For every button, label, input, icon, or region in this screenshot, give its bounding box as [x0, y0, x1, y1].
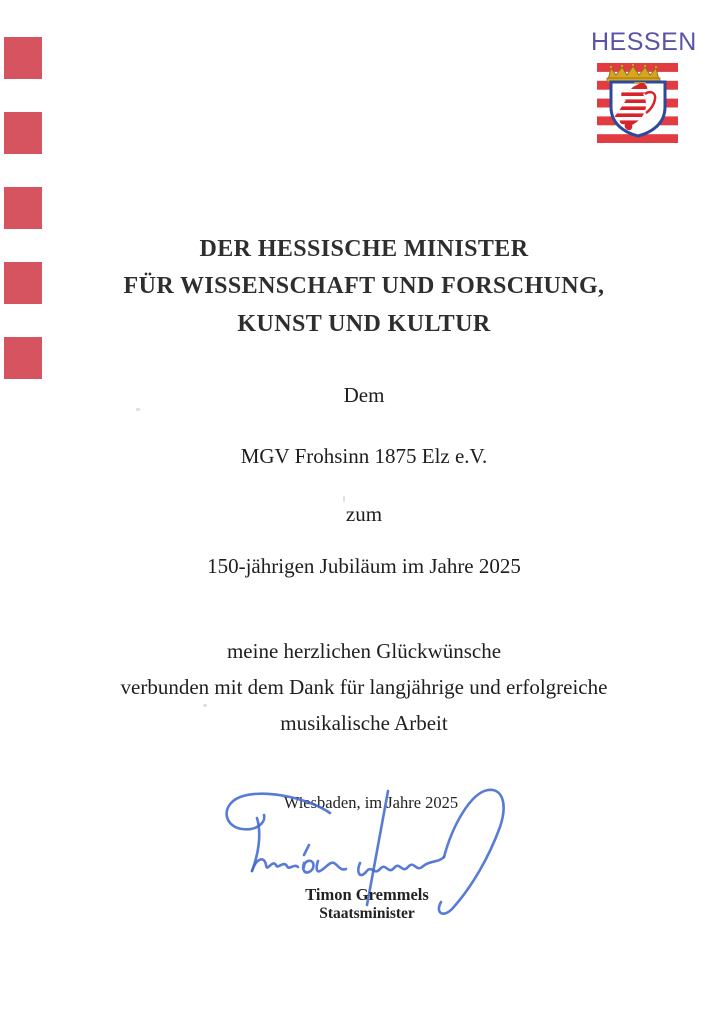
salutation: Dem	[343, 383, 385, 407]
message-line-2: verbunden mit dem Dank für langjährige und erfolgreiche	[120, 675, 608, 699]
hessen-brand	[591, 28, 697, 56]
margin-square	[4, 112, 42, 154]
margin-square	[4, 337, 42, 379]
occasion-text: 150-jährigen Jubiläum im Jahre 2025	[207, 554, 521, 578]
signer-name: Timon Gremmels	[305, 885, 429, 904]
message-line-1: meine herzlichen Glückwünsche	[226, 639, 502, 663]
margin-square	[4, 187, 42, 229]
place-date: Wiesbaden, im Jahre 2025	[283, 793, 459, 812]
hessen-wordmark: HESSEN	[591, 28, 697, 56]
ministry-title-line-3: KUNST UND KULTUR	[237, 311, 491, 337]
hessen-coat-of-arms-icon	[597, 63, 678, 143]
scan-artifact	[136, 408, 140, 411]
message-line-3: musikalische Arbeit	[280, 711, 448, 735]
ministry-title-line-2: FÜR WISSENSCHAFT UND FORSCHUNG,	[123, 273, 605, 299]
occasion-intro: zum	[345, 502, 383, 526]
ministry-title-line-1: DER HESSISCHE MINISTER	[199, 236, 529, 262]
margin-square	[4, 37, 42, 79]
scan-artifact	[203, 704, 207, 707]
scan-artifact	[343, 496, 345, 502]
recipient-name: MGV Frohsinn 1875 Elz e.V.	[240, 444, 488, 468]
signer-title: Staatsminister	[319, 905, 415, 922]
